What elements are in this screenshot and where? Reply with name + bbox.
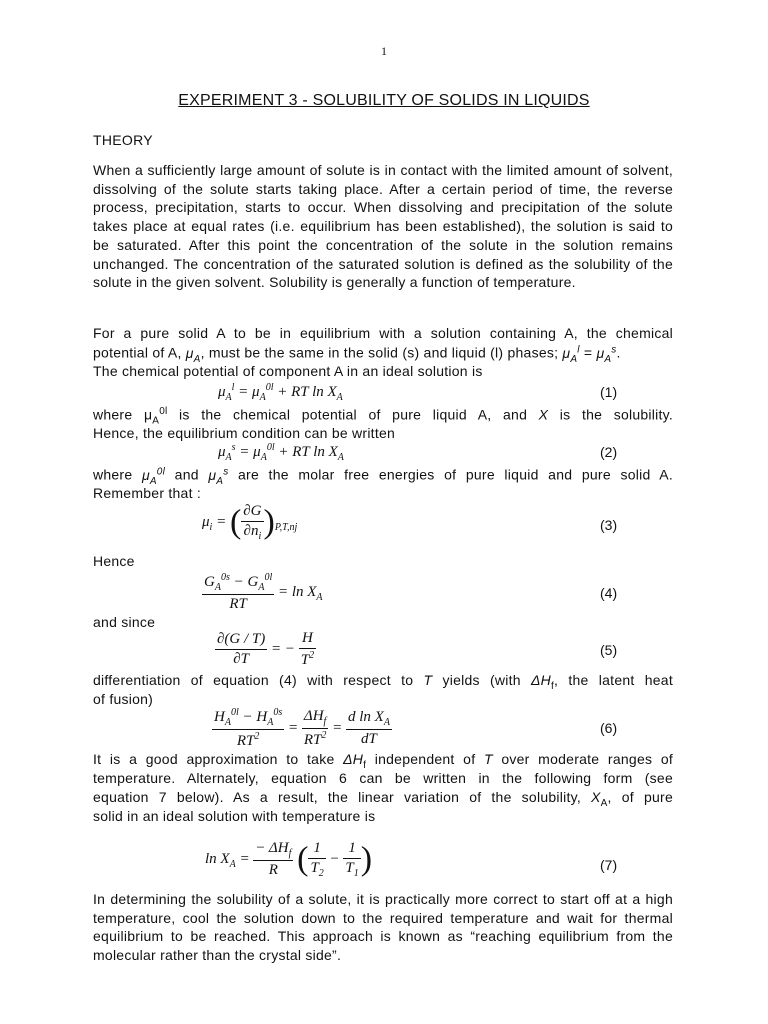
- intro-paragraph: When a sufficiently large amount of solute is in contact with the limited amount of solvent, dissolving of the solute starts taking place. After a certain period of time, the reverse process, precipitation, starts to occur. When dissolving and precipitation of the solute takes place at equal rates (i.e. equilibrium has been established), the solution is said to be saturated. After this point the concentration of the solute in the solution remains unchanged. The concentration of the saturated solution is defined as the solubility of the solute in the given solvent. Solubility is generally a function of temperature.: [93, 162, 673, 291]
- equation-5-number: (5): [600, 642, 618, 658]
- equation-2: $\mu_A^s = \mu_A^{0l}$ + RT $\ln X_A$: [218, 442, 344, 463]
- approx-line4: solid in an ideal solution with temperature is: [93, 808, 376, 824]
- equation-5: $\frac{\partial(G / T)}{\partial T}$ = − $\frac{H}{T^2}$: [217, 630, 315, 668]
- after-eq1-line1: where $\mu_A^{0l}$ is the chemical potential of pure liquid A, and X is the solubility.: [93, 406, 674, 427]
- equation-2-number: (2): [600, 444, 618, 460]
- hence-label: Hence: [93, 553, 135, 569]
- approx-line1: It is a good approximation to take $\Delta H_f$ independent of T over moderate ranges of: [93, 751, 674, 771]
- approx-line2: temperature. Alternately, equation 6 can be written in the following form (see: [93, 770, 673, 786]
- closing-paragraph: In determining the solubility of a solute, it is practically more correct to start off at a high temperature, cool the solution down to the required temperature and wait for thermal equilibrium to be reached. This approach is known as “reaching equilibrium from the molecular rather than the crystal side”.: [93, 891, 673, 964]
- after-eq2-line1: where $\mu_A^{0l}$ and $\mu_A^s$ are the molar free energies of pure liquid and pure solid A.: [93, 466, 674, 487]
- approx-line3: equation 7 below). As a result, the linear variation of the solubility, $X_A$, of pure: [93, 789, 673, 809]
- page-title: EXPERIMENT 3 - SOLUBILITY OF SOLIDS IN LIQUIDS: [178, 92, 590, 109]
- equation-4-number: (4): [600, 585, 618, 601]
- section-heading: THEORY: [93, 132, 153, 148]
- equation-7: $\ln X_A$ = $\frac{- \Delta H_f}{R}$ ( $\frac{1}{T_2}$ − $\frac{1}{T_1}$ ): [205, 840, 373, 879]
- equation-6: $\frac{H_A^{0l} - H_A^{0s}}{RT^2}$ = $\frac{\Delta H_f}{RT^2}$ = $\frac{d \ln X_A}{dT}$: [214, 707, 390, 749]
- equation-6-number: (6): [600, 720, 618, 736]
- diff-line2: of fusion): [93, 691, 154, 707]
- equation-1-number: (1): [600, 384, 618, 400]
- diff-line1: differentiation of equation (4) with respect to T yields (with $\Delta H_f$, the latent heat: [93, 672, 673, 692]
- equation-4: $\frac{G_A^{0s} - G_A^{0l}}{RT}$ = $\ln X_A$: [204, 572, 323, 612]
- equation-3-number: (3): [600, 517, 618, 533]
- page-number: 1: [381, 44, 387, 58]
- equation-3: $\mu_i$ = ( $\frac{\partial G}{\partial n_i}$ )$_{P,T,nj}$: [202, 503, 298, 542]
- para2-line1: For a pure solid A to be in equilibrium with a solution containing A, the chemical: [93, 325, 673, 341]
- after-eq1-line2: Hence, the equilibrium condition can be written: [93, 425, 396, 441]
- and-since-label: and since: [93, 614, 156, 630]
- equation-7-number: (7): [600, 857, 618, 873]
- equation-1: $\mu_A^l = \mu_A^{0l}$ + RT $\ln X_A$: [218, 382, 343, 403]
- para2-line3: The chemical potential of component A in an ideal solution is: [93, 363, 483, 379]
- mu-symbol: $\mu_A$: [185, 344, 201, 365]
- para2-line2: potential of A, $\mu_A$, must be the same in the solid (s) and liquid (l) phases; $\mu_A^l = \mu_A^s$.: [93, 344, 621, 365]
- after-eq2-line2: Remember that :: [93, 485, 202, 501]
